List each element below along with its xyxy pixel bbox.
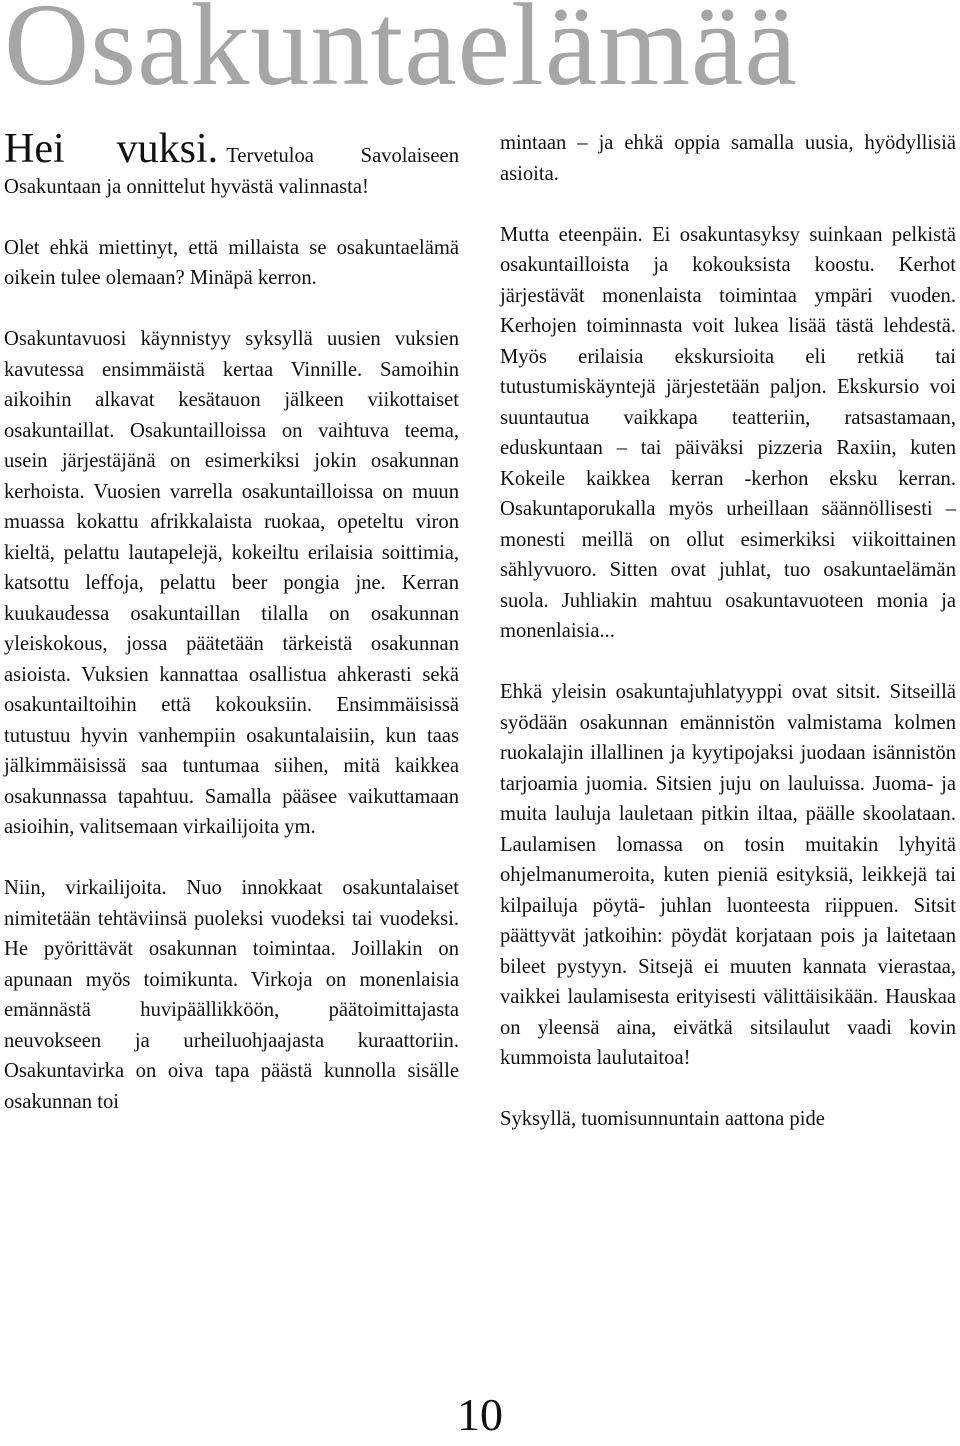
lead-heading: Hei vuksi. (4, 126, 219, 172)
article-paragraph: Olet ehkä miettinyt, että millaista se osakuntaelämä oikein tulee olemaan? Minäpä kerron. (4, 236, 459, 289)
paragraph-text: Tervetuloa Savolaiseen Osakuntaan ja onnittelut hyvästä valinnasta! (4, 145, 459, 198)
page-number: 10 (457, 1389, 503, 1440)
article-paragraph: mintaan – ja ehkä oppia samalla uusia, hyödyllisiä asioita. (500, 132, 956, 185)
article-column-left (4, 128, 459, 1117)
article-paragraph: Syksyllä, tuomisunnuntain aattona pide (500, 1108, 825, 1130)
masthead-title: Osakuntaelämää (4, 0, 798, 110)
article-paragraph (4, 128, 459, 202)
article-paragraph: Niin, virkailijoita. Nuo innokkaat osakuntalaiset nimitetään tehtäviinsä puoleksi vuodeksi tai vuodeksi. He pyörittävät osakunnan toimintaa. Joillakin on apunaan myös toimikunta. Virkoja on monenlaisia emännästä huvipäällikköön, päätoimittajasta neuvokseen ja urheiluohjaajasta kuraattoriin. Osakuntavirka on oiva tapa päästä kunnolla sisälle osakunnan toi (4, 877, 459, 1113)
article-paragraph: Mutta eteenpäin. Ei osakuntasyksy suinkaan pelkistä osakuntailloista ja kokouksista koostu. Kerhot järjestävät monenlaista toimintaa ympäri vuoden. Kerhojen toiminnasta voit lukea lisää tästä lehdestä. Myös erilaisia ekskursioita eli retkiä tai tutustumiskäyntejä järjestetään paljon. Ekskursio voi suuntautua vaikkapa teatteriin, ratsastamaan, eduskuntaan – tai päiväksi pizzeria Raxiin, kuten Kokeile kaikkea kerran -kerhon eksku kerran. Osakuntaporukalla myös urheillaan säännöllisesti – monesti meillä on ollut esimerkiksi viikoittainen sählyvuoro. Sitten ovat juhlat, tuo osakuntaelämän suola. Juhliakin mahtuu osakuntavuoteen monia ja monenlaisia... (500, 223, 956, 642)
article-paragraph: Ehkä yleisin osakuntajuhlatyyppi ovat sitsit. Sitseillä syödään osakunnan emännistön valmistama kolmen ruokalajin illallinen ja kyytipojaksi juodaan isännistön tarjoamia juomia. Sitsien juju on lauluissa. Juoma- ja muita lauluja lauletaan pitkin iltaa, päälle skoolataan. Laulamisen lomassa on tosin muitakin lyhyitä ohjelmanumeroita, kuten pieniä esityksiä, leikkejä tai kilpailuja pöytä- juhlan luonteesta riippuen. Sitsit päättyvät jatkoihin: pöydät korjataan pois ja laitetaan bileet pystyyn. Sitsejä ei muuten kannata vierastaa, vaikkei laulamisesta erityisesti välittäisikään. Hauskaa on yleensä aina, eivätkä sitsilaulut vaadi kovin kummoista laulutaitoa! (500, 681, 956, 1069)
article-column-right (500, 128, 956, 1135)
article-paragraph: Osakuntavuosi käynnistyy syksyllä uusien vuksien kavutessa ensimmäistä kertaa Vinnille. Samoihin aikoihin alkavat kesätauon jälkeen viikottaiset osakuntaillat. Osakuntailloissa on vaihtuva teema, usein järjestäjänä on esimerkiksi jokin osakunnan kerhoista. Vuosien varrella osakuntailloissa on muun muassa kokattu afrikkalaista ruokaa, opeteltu viron kieltä, pelattu lautapelejä, kokeiltu erilaisia soittimia, katsottu leffoja, pelattu beer pongia jne. Kerran kuukaudessa osakuntaillan tilalla on osakunnan yleiskokous, jossa päätetään tärkeistä osakunnan asioista. Vuksien kannattaa osallistua ahkerasti sekä osakuntailtoihin että kokouksiin. Ensimmäisissä tutustuu hyvin vanhempiin osakuntalaisiin, kun taas jälkimmäisissä saa tuntumaa siihen, mitä kaikkea osakunnassa tapahtuu. Samalla pääsee vaikuttamaan asioihin, valitsemaan virkailijoita ym. (4, 328, 459, 838)
